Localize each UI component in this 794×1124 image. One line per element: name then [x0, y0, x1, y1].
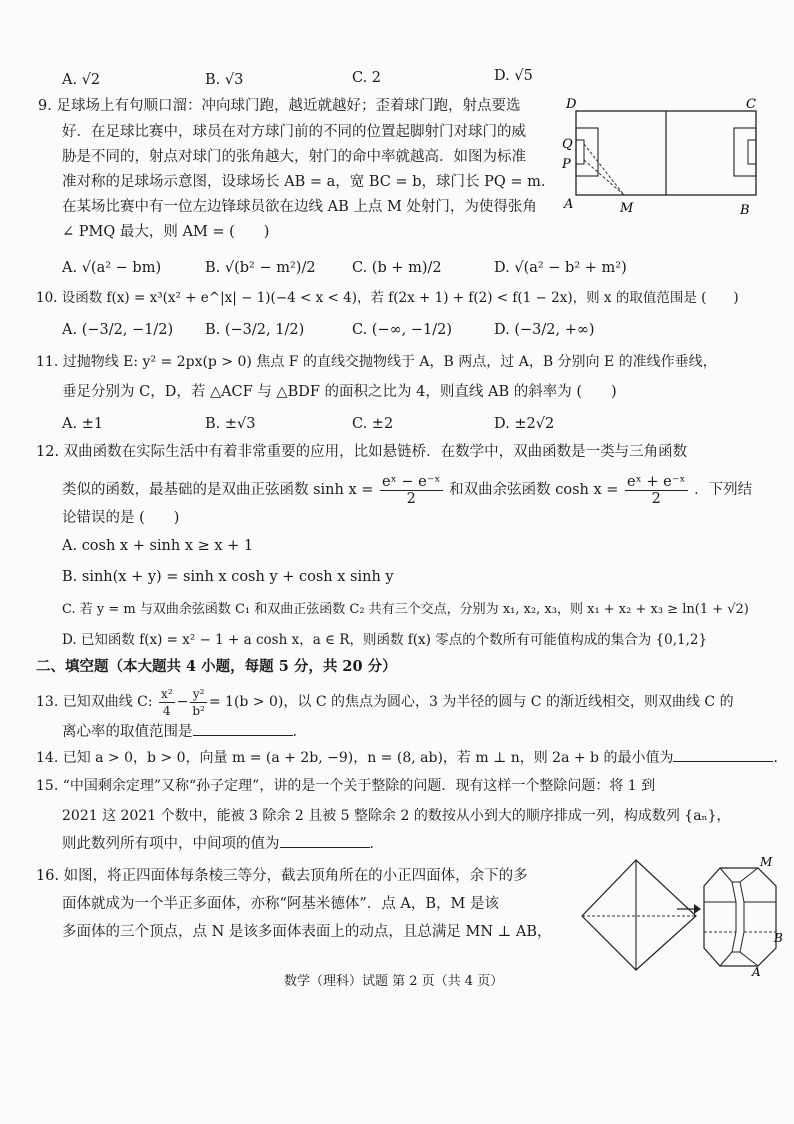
q13-fraction-y [190, 686, 207, 719]
q14-answer-blank[interactable] [673, 761, 773, 762]
field-label-c: C [746, 97, 756, 112]
q11-option-d: D. ±2√2 [494, 416, 555, 432]
q13-frac1-num: x² [161, 686, 173, 701]
q10-option-b: B. (−3/2, 1/2) [205, 322, 305, 338]
page-footer: 数学（理科）试题 第 2 页（共 4 页） [284, 974, 504, 989]
q12-option-b: B. sinh(x + y) = sinh x cosh y + cosh x sinh y [62, 569, 394, 585]
sinh-numerator: eˣ − e⁻ˣ [382, 473, 441, 490]
poly-label-m: M [760, 856, 773, 869]
archimedean-polyhedron-figure [700, 856, 786, 978]
field-label-m: M [620, 201, 634, 216]
q11-option-b: B. ±√3 [205, 416, 256, 432]
q12-option-c: C. 若 y = m 与双曲余弦函数 C₁ 和双曲正弦函数 C₂ 共有三个交点，分别为 x₁, x₂, x₃，则 x₁ + x₂ + x₃ ≥ ln(1 + √2) [62, 602, 749, 617]
q16-line-1: 16. 如图，将正四面体每条棱三等分，截去顶角所在的小正四面体，余下的多 [36, 868, 528, 884]
q15-line-1: 15. “中国剩余定理”又称“孙子定理”，讲的是一个关于整除的问题．现有这样一个整除问题：将 1 到 [36, 778, 656, 794]
q11-line-1: 11. 过抛物线 E: y² = 2px(p > 0) 焦点 F 的直线交抛物线于 A，B 两点，过 A，B 分别向 E 的准线作垂线， [36, 354, 717, 370]
q15-line-3: 则此数列所有项中，中间项的值为 ． [62, 836, 384, 852]
q16-line-3: 多面体的三个顶点，点 N 是该多面体表面上的动点，且总满足 MN ⊥ AB， [62, 924, 552, 940]
q13-line-2-text: 离心率的取值范围是 [62, 724, 193, 740]
q12-option-d: D. 已知函数 f(x) = x² − 1 + a cosh x，a ∈ R，则函数 f(x) 零点的个数所有可能值构成的集合为 {0,1,2} [62, 632, 708, 648]
q8-option-a: A. √2 [62, 72, 101, 88]
q12-line-1: 12. 双曲函数在实际生活中有着非常重要的应用，比如悬链桥．在数学中，双曲函数是一类与三角函数 [36, 444, 688, 460]
q13-line-1b: = 1(b > 0)，以 C 的焦点为圆心，3 为半径的圆与 C 的渐近线相交，则双曲线 C 的 [208, 694, 734, 710]
q9-option-d: D. √(a² − b² + m²) [494, 260, 627, 276]
q9-line-5: 在某场比赛中有一位左边锋球员欲在边线 AB 上点 M 处射门，为使得张角 [62, 199, 537, 215]
q14-line: 14. 已知 a > 0，b > 0，向量 m = (a + 2b, −9)，n = (8, ab)，若 m ⊥ n，则 2a + b 的最小值为 ． [36, 750, 788, 766]
q13-line-1a: 13. 已知双曲线 C: [36, 694, 153, 710]
q9-line-2: 好．在足球比赛中，球员在对方球门前的不同的位置起脚射门对球门的威 [62, 124, 526, 140]
q8-option-d: D. √5 [494, 68, 533, 84]
section-2-heading: 二、填空题（本大题共 4 小题，每题 5 分，共 20 分） [36, 658, 397, 675]
q11-option-c: C. ±2 [352, 416, 394, 432]
q15-line-3-text: 则此数列所有项中，中间项的值为 [62, 836, 280, 852]
field-label-b: B [740, 203, 750, 218]
q13-line-2: 离心率的取值范围是 ． [62, 724, 307, 740]
cosh-fraction [625, 474, 687, 507]
q13-frac1-den: 4 [163, 703, 171, 718]
q10-option-c: C. (−∞, −1/2) [352, 322, 453, 338]
q8-option-b: B. √3 [205, 72, 244, 88]
sinh-fraction [380, 474, 442, 507]
q13-frac2-den: b² [192, 703, 205, 718]
field-label-p: P [562, 157, 571, 172]
q9-option-a: A. √(a² − bm) [62, 260, 162, 276]
q9-line-6: ∠ PMQ 最大，则 AM = ( ) [62, 224, 270, 240]
q13-frac2-num: y² [190, 686, 207, 703]
q12-line-2 [62, 472, 752, 508]
q8-option-c: C. 2 [352, 70, 382, 86]
q10-option-d: D. (−3/2, +∞) [494, 322, 595, 338]
q10-stem: 10. 设函数 f(x) = x³(x² + e^|x| − 1)(−4 < x < 4)，若 f(2x + 1) + f(2) < f(1 − 2x)，则 x 的取值范围是 ( ) [36, 290, 739, 306]
q9-line-4: 准对称的足球场示意图，设球场长 AB = a，宽 BC = b，球门长 PQ = m． [62, 174, 556, 190]
q14-text: 14. 已知 a > 0，b > 0，向量 m = (a + 2b, −9)，n = (8, ab)，若 m ⊥ n，则 2a + b 的最小值为 [36, 750, 674, 766]
q12-option-a: A. cosh x + sinh x ≥ x + 1 [62, 538, 254, 554]
q12-line-3: 论错误的是 ( ) [62, 510, 180, 526]
q13-line-1: 13. 已知双曲线 C: $\frac{\text{x²}}{4}$ − $\frac{\text{y²}}{\text{b²}}$ = 1(b > 0)，以 C 的焦点为圆心，3 为半径的圆与 C 的渐近线相交，则双曲线 C 的 [36, 686, 734, 718]
q12-line-2c: ．下列结 [694, 482, 753, 498]
q9-option-c: C. (b + m)/2 [352, 260, 442, 276]
cosh-denominator: 2 [651, 490, 661, 507]
q13-fraction-x [159, 686, 175, 719]
q10-option-a: A. (−3/2, −1/2) [62, 322, 174, 338]
q11-option-a: A. ±1 [62, 416, 104, 432]
q16-line-2: 面体就成为一个半正多面体，亦称“阿基米德体”．点 A，B，M 是该 [62, 896, 500, 912]
cosh-numerator: eˣ + e⁻ˣ [627, 473, 686, 490]
field-label-d: D [566, 97, 577, 112]
q15-answer-blank[interactable] [280, 847, 370, 848]
q9-line-3: 胁是不同的，射点对球门的张角越大，射门的命中率就越高．如图为标准 [62, 149, 526, 165]
soccer-field-figure [556, 96, 768, 220]
sinh-denominator: 2 [406, 490, 416, 507]
poly-label-a: A [752, 965, 761, 978]
q12-line-2b: 和双曲余弦函数 cosh x = [449, 482, 619, 498]
q11-line-2: 垂足分别为 C，D，若 △ACF 与 △BDF 的面积之比为 4，则直线 AB 的斜率为 ( ) [62, 384, 617, 400]
q15-line-2: 2021 这 2021 个数中，能被 3 除余 2 且被 5 整除余 2 的数按从小到大的顺序排成一列，构成数列 {aₙ}， [62, 808, 731, 824]
poly-label-b: B [774, 931, 783, 945]
q9-line-1: 9. 足球场上有句顺口溜：冲向球门跑，越近就越好；歪着球门跑，射点要选 [38, 98, 521, 114]
q9-option-b: B. √(b² − m²)/2 [205, 260, 316, 276]
q13-answer-blank[interactable] [193, 735, 293, 736]
field-label-q: Q [562, 137, 573, 152]
field-label-a: A [564, 197, 574, 212]
arrow-icon [676, 902, 702, 920]
q12-line-2a: 类似的函数，最基础的是双曲正弦函数 sinh x = [62, 482, 374, 498]
